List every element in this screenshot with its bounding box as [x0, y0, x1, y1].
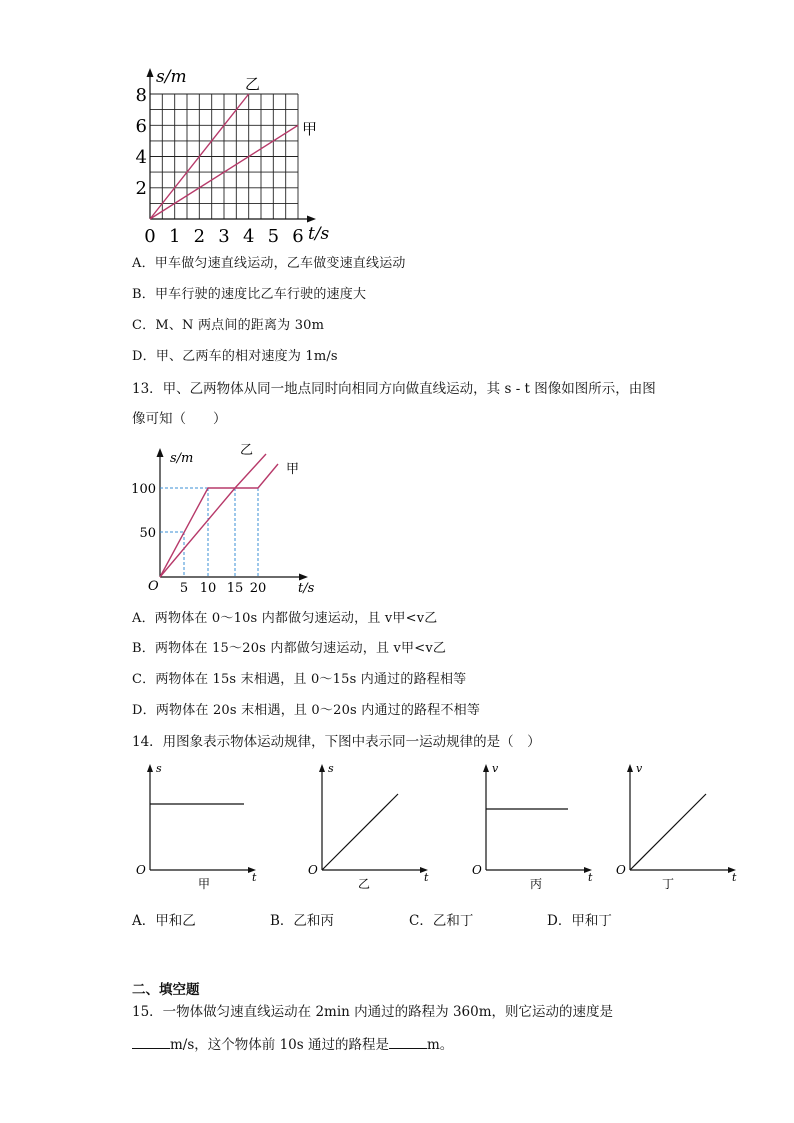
chart-1-xtick: 6: [292, 226, 304, 247]
chart-2-xtick: 20: [249, 581, 267, 596]
q15-question-line1: 15．一物体做匀速直线运动在 2min 内通过的路程为 360m，则它运动的速度是: [132, 1004, 614, 1020]
chart-1-grid: [150, 94, 298, 219]
chart-1-xtick: 2: [193, 226, 206, 247]
chart-2-st-graph: [130, 440, 330, 600]
q14-option-a: A．甲和乙: [132, 913, 196, 929]
chart-1-line-jia-label: 甲: [302, 120, 318, 138]
chart-1-ytick: 6: [135, 116, 147, 137]
chart-1-xtick: 4: [242, 226, 255, 247]
q13-question-line2: 像可知（ ）: [132, 411, 227, 427]
q14-graph-bing-origin: O: [472, 863, 482, 877]
q13-option-b: B．两物体在 15～20s 内都做匀速运动，且 v甲<v乙: [132, 641, 447, 656]
q14-graph-yi-ylabel: s: [328, 762, 334, 775]
q13-option-c: C．两物体在 15s 末相遇，且 0～15s 内通过的路程相等: [132, 672, 467, 687]
q14-graph-yi-xlabel: t: [424, 871, 429, 884]
q14-graph-ding-line: [630, 794, 706, 870]
chart-1-x-arrow: [307, 216, 316, 223]
q14-graph-bing: [468, 760, 598, 895]
q12-option-b: B．甲车行驶的速度比乙车行驶的速度大: [132, 287, 367, 302]
chart-2-ytick: 50: [139, 526, 156, 541]
q14-graph-jia-ylabel: s: [156, 762, 162, 775]
q14-graph-ding-caption: 丁: [661, 877, 675, 891]
chart-1-xtick: 1: [168, 226, 181, 247]
q14-graph-yi-origin: O: [308, 863, 318, 877]
q14-option-c: C．乙和丁: [409, 913, 474, 929]
q14-graph-yi: [304, 760, 434, 895]
chart-1-ytick: 4: [135, 147, 147, 168]
chart-1-ylabel: s/m: [156, 67, 187, 87]
q14-graph-bing-ylabel: v: [492, 762, 499, 775]
q14-graph-jia: [132, 760, 262, 895]
q14-option-b: B．乙和丙: [270, 913, 334, 929]
q13-option-a: A．两物体在 0～10s 内都做匀速运动，且 v甲<v乙: [132, 611, 438, 626]
chart-1-ytick: 2: [135, 178, 147, 199]
q14-graph-jia-origin: O: [136, 863, 146, 877]
chart-1-line-yi-label: 乙: [245, 75, 261, 93]
q13-option-d: D．两物体在 20s 末相遇，且 0～20s 内通过的路程不相等: [132, 703, 481, 718]
q14-graph-ding-xlabel: t: [732, 871, 737, 884]
chart-1-xtick: 5: [267, 226, 280, 247]
q14-graph-jia-xlabel: t: [252, 871, 257, 884]
chart-1-xticks: [144, 226, 303, 247]
q14-question: 14．用图象表示物体运动规律，下图中表示同一运动规律的是（ ）: [132, 734, 541, 750]
q15-question-line2: [132, 1034, 453, 1056]
chart-2-line-yi-label: 乙: [240, 443, 254, 458]
q14-graph-ding-ylabel: v: [636, 762, 643, 775]
q12-option-a: A．甲车做匀速直线运动，乙车做变速直线运动: [132, 256, 406, 271]
chart-2-line-jia-label: 甲: [286, 462, 300, 477]
q15-blank-2[interactable]: [389, 1034, 427, 1049]
chart-2-x-arrow: [299, 574, 308, 581]
q15-blank-1[interactable]: [132, 1034, 170, 1049]
q12-option-d: D．甲、乙两车的相对速度为 1m/s: [132, 349, 338, 364]
chart-2-y-arrow: [157, 448, 164, 457]
chart-1-y-arrow: [147, 68, 154, 77]
q12-option-c: C．M、N 两点间的距离为 30m: [132, 318, 325, 333]
chart-1-st-graph: [130, 62, 340, 247]
chart-2-line-jia: [160, 464, 278, 577]
section-fill-in-blank-title: 二、填空题: [132, 982, 200, 998]
chart-2-origin: O: [148, 579, 159, 594]
chart-1-xlabel: t/s: [308, 224, 330, 244]
chart-1-xtick: 3: [218, 226, 230, 247]
q15-line2-part1: m/s，这个物体前 10s 通过的路程是: [170, 1037, 389, 1053]
q14-option-d: D．甲和丁: [547, 913, 612, 929]
chart-2-xlabel: t/s: [298, 581, 315, 596]
chart-1-xtick: 0: [144, 226, 156, 247]
q14-graph-bing-caption: 丙: [529, 877, 543, 891]
q15-line2-part2: m。: [426, 1037, 454, 1053]
q14-graph-jia-caption: 甲: [197, 877, 211, 891]
chart-2-xtick: 10: [199, 581, 217, 596]
chart-2-ylabel: s/m: [170, 451, 194, 466]
chart-2-guides: [160, 488, 258, 577]
q14-graph-yi-caption: 乙: [357, 877, 371, 891]
chart-2-xtick: 5: [179, 581, 189, 596]
chart-2-ytick: 100: [131, 482, 156, 497]
q14-graph-ding: [612, 760, 742, 895]
q14-graph-yi-line: [322, 794, 398, 870]
chart-1-yticks: [136, 85, 147, 199]
q14-graph-ding-origin: O: [616, 863, 626, 877]
q14-graph-bing-xlabel: t: [588, 871, 593, 884]
chart-2-xtick: 15: [226, 581, 244, 596]
chart-1-ytick: 8: [135, 85, 147, 106]
q13-question-line1: 13．甲、乙两物体从同一地点同时向相同方向做直线运动，其 s - t 图像如图所示，由图: [132, 381, 656, 397]
